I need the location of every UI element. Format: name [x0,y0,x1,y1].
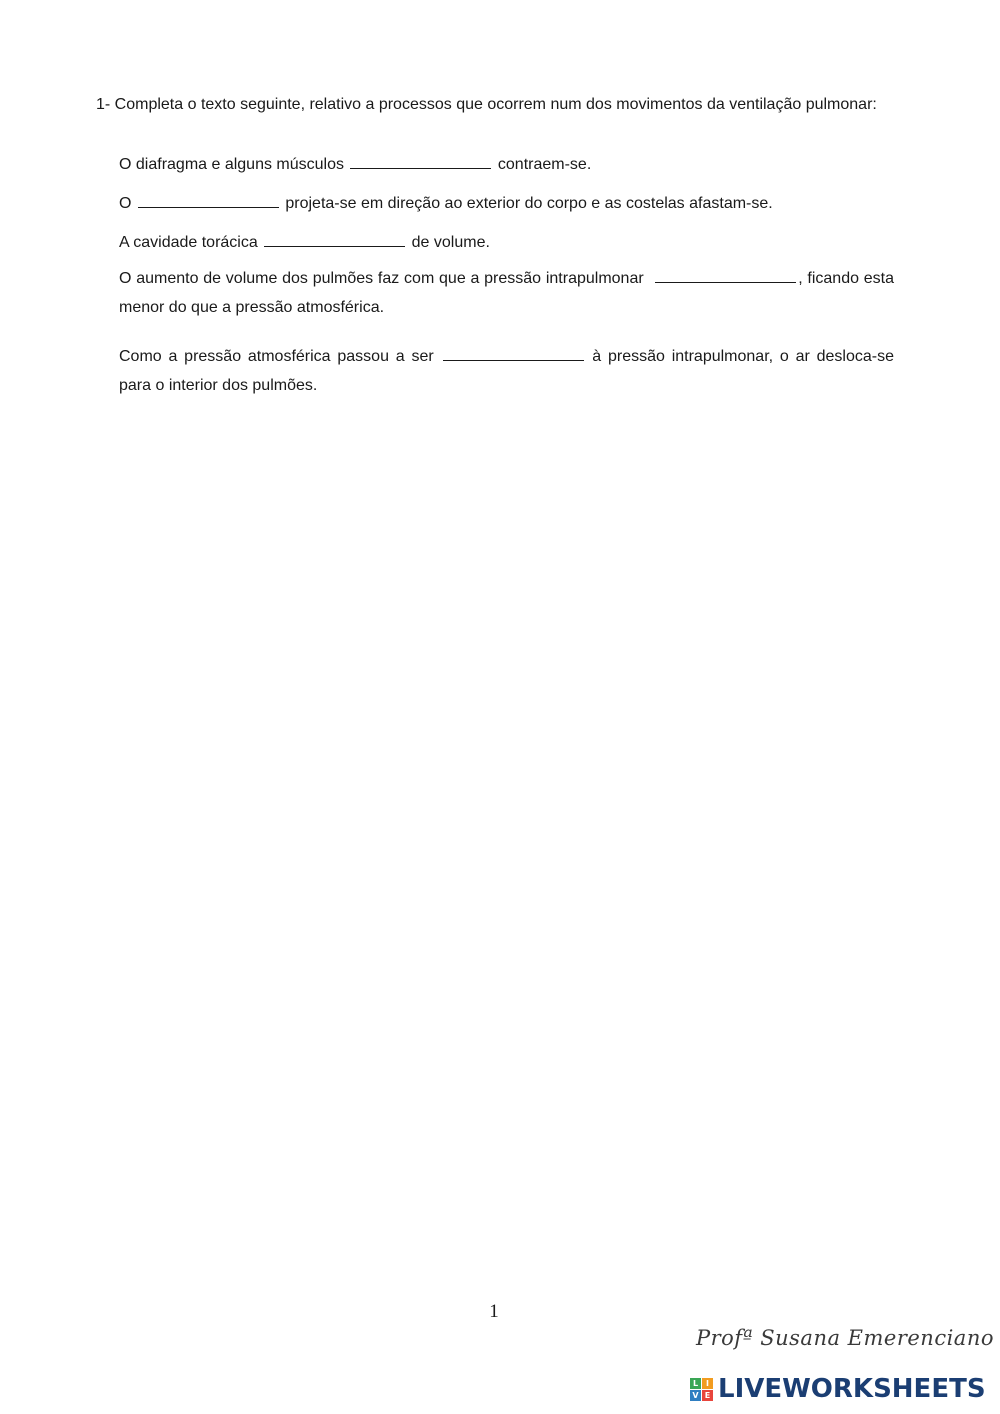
liveworksheets-logo-icon [690,1378,713,1401]
sentence-2-start: O [119,195,132,212]
logo-tile-l: L [690,1378,701,1389]
sentence-1 [119,154,591,174]
sentence-5 [119,342,894,400]
sentence-2 [119,193,773,213]
sentence-3 [119,232,490,252]
blank-3[interactable] [264,232,405,247]
blank-1[interactable] [350,154,491,169]
liveworksheets-brand [690,1376,986,1402]
sentence-4 [119,264,894,322]
logo-tile-i: I [702,1378,713,1389]
sentence-5-start: Como a pressão atmosférica passou a ser [119,348,434,365]
sentence-4-start: O aumento de volume dos pulmões faz com que a pressão intrapulmonar [119,270,644,287]
sentence-3-end: de volume. [411,234,490,251]
sentence-1-start: O diafragma e alguns músculos [119,156,344,173]
blank-4[interactable] [655,268,796,283]
logo-tile-v: V [690,1390,701,1401]
blank-5[interactable] [443,346,584,361]
author-signature: Profª Susana Emerenciano [696,1326,994,1350]
blank-2[interactable] [138,193,279,208]
page-number: 1 [489,1301,499,1322]
sentence-1-end: contraem-se. [497,156,592,173]
logo-tile-e: E [702,1390,713,1401]
sentence-2-end: projeta-se em direção ao exterior do corpo e as costelas afastam-se. [285,195,773,212]
sentence-4-end: , ficando esta menor do que a pressão atmosférica. [119,270,895,316]
brand-name: LIVEWORKSHEETS [718,1374,986,1404]
sentence-3-start: A cavidade torácica [119,234,258,251]
question-title: 1- Completa o texto seguinte, relativo a processos que ocorrem num dos movimentos da ventilação pulmonar: [96,96,877,113]
sentence-5-end: à pressão intrapulmonar, o ar desloca-se para o interior dos pulmões. [119,348,894,394]
